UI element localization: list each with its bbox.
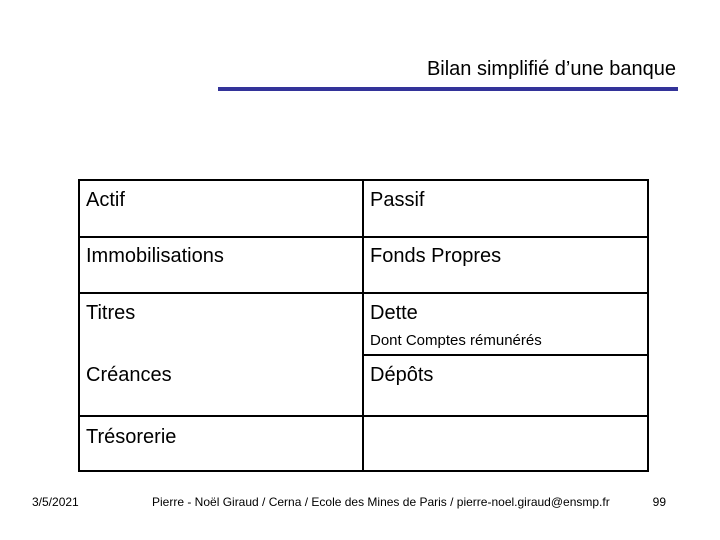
liability-dette: Dette	[370, 302, 418, 324]
liability-fonds-propres: Fonds Propres	[370, 245, 502, 267]
column-divider	[362, 181, 364, 470]
asset-immobilisations: Immobilisations	[86, 245, 224, 267]
balance-sheet-table	[78, 179, 649, 472]
row-divider	[362, 354, 647, 356]
asset-titres: Titres	[86, 302, 136, 324]
liability-dont-comptes-remuneres: Dont Comptes rémunérés	[370, 332, 542, 349]
title-underline	[218, 87, 678, 91]
footer-credits: Pierre - Noël Giraud / Cerna / Ecole des Mines de Paris / pierre-noel.giraud@ensmp.fr	[152, 495, 610, 509]
header-passif: Passif	[370, 189, 425, 211]
footer-date: 3/5/2021	[32, 495, 79, 509]
header-actif: Actif	[86, 189, 125, 211]
liability-depots: Dépôts	[370, 364, 434, 386]
asset-creances: Créances	[86, 364, 172, 386]
page-number: 99	[652, 495, 666, 509]
row-divider	[80, 292, 647, 294]
slide-title: Bilan simplifié d’une banque	[426, 58, 676, 80]
row-divider	[80, 415, 647, 417]
asset-tresorerie: Trésorerie	[86, 426, 177, 448]
row-divider	[80, 236, 647, 238]
